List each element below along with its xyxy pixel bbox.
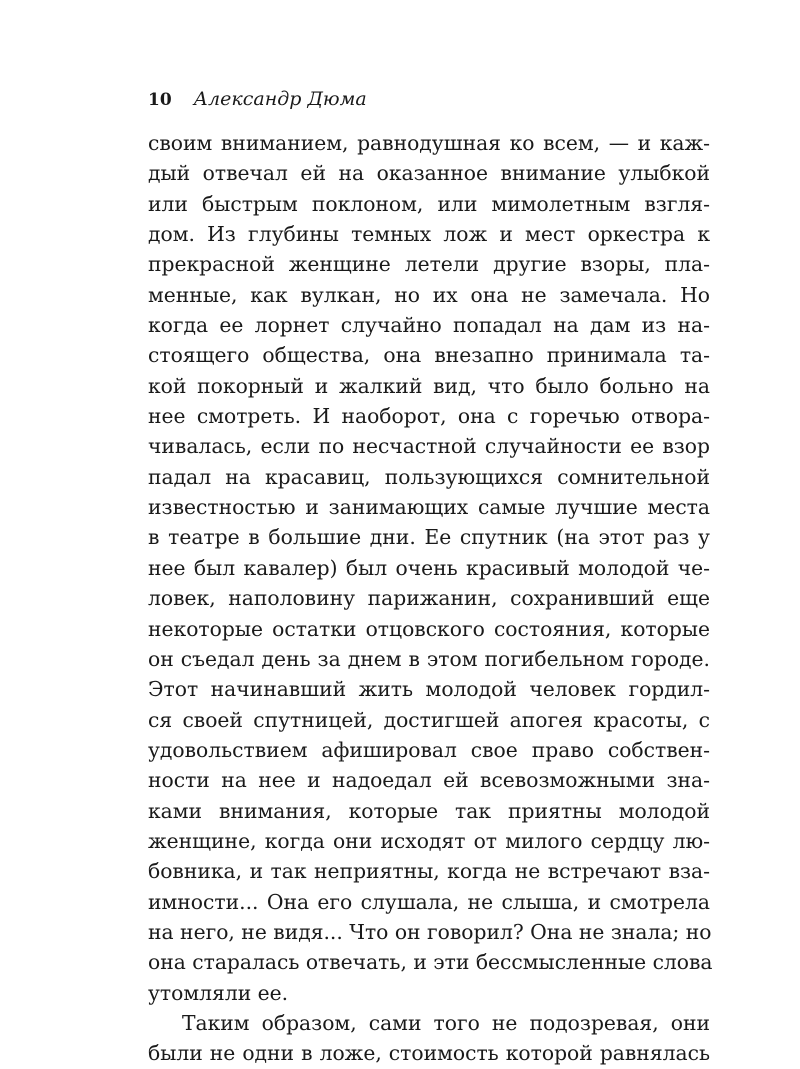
text-line: женщине, когда они исходят от милого сердцу лю-	[148, 828, 710, 853]
text-line: в театре в большие дни. Ее спутник (на этот раз у	[148, 525, 710, 550]
paragraph-end-line: утомляли ее.	[148, 980, 289, 1005]
text-line: на него, не видя... Что он говорил? Она не знала; но	[148, 919, 712, 944]
text-line: бовника, и так неприятны, когда не встречают вза-	[148, 859, 710, 884]
text-line: кой покорный и жалкий вид, что было больно на	[148, 373, 710, 398]
text-line: когда ее лорнет случайно попадал на дам из на-	[148, 313, 710, 338]
page-number: 10	[148, 90, 172, 110]
body-text	[148, 128, 713, 1069]
text-line: дый отвечал ей на оказанное внимание улыбкой	[148, 161, 710, 186]
text-line: Этот начинавший жить молодой человек гордил-	[148, 677, 710, 702]
running-head	[148, 88, 710, 120]
book-author: Александр Дюма	[193, 88, 367, 110]
text-line: менные, как вулкан, но их она не замечала. Но	[148, 282, 710, 307]
text-line: некоторые остатки отцовского состояния, которые	[148, 616, 710, 641]
text-line: ности на нее и надоедал ей всевозможными зна-	[148, 768, 710, 793]
text-line: были не одни в ложе, стоимость которой равнялась	[148, 1041, 710, 1066]
text-line: дом. Из глубины темных лож и мест оркестра к	[148, 222, 710, 247]
text-line: нее был кавалер) был очень красивый молодой че-	[148, 555, 710, 580]
text-line: известностью и занимающих самые лучшие места	[148, 495, 710, 520]
text-line: ловек, наполовину парижанин, сохранивший еще	[148, 586, 710, 611]
text-line: чивалась, если по несчастной случайности ее взор	[148, 434, 710, 459]
text-line: он съедал день за днем в этом погибельном городе.	[148, 646, 710, 671]
text-line: удовольствием афишировал свое право собствен-	[148, 737, 710, 762]
paragraph-start-line: Таким образом, сами того не подозревая, они	[182, 1010, 710, 1035]
text-line: ками внимания, которые так приятны молодой	[148, 798, 710, 823]
text-line: или быстрым поклоном, или мимолетным взгля-	[148, 191, 710, 216]
book-page	[148, 88, 713, 1069]
text-line: прекрасной женщине летели другие взоры, пла-	[148, 252, 710, 277]
text-line: ся своей спутницей, достигшей апогея красоты, с	[148, 707, 710, 732]
text-line: своим вниманием, равнодушная ко всем, — и каж-	[148, 131, 710, 155]
text-line: нее смотреть. И наоборот, она с горечью отвора-	[148, 404, 710, 429]
text-line: она старалась отвечать, и эти бессмысленные слова	[148, 950, 713, 975]
text-line: имности... Она его слушала, не слыша, и смотрела	[148, 889, 710, 914]
text-line: падал на красавиц, пользующихся сомнительной	[148, 464, 710, 489]
text-line: стоящего общества, она внезапно принимала та-	[148, 343, 710, 368]
